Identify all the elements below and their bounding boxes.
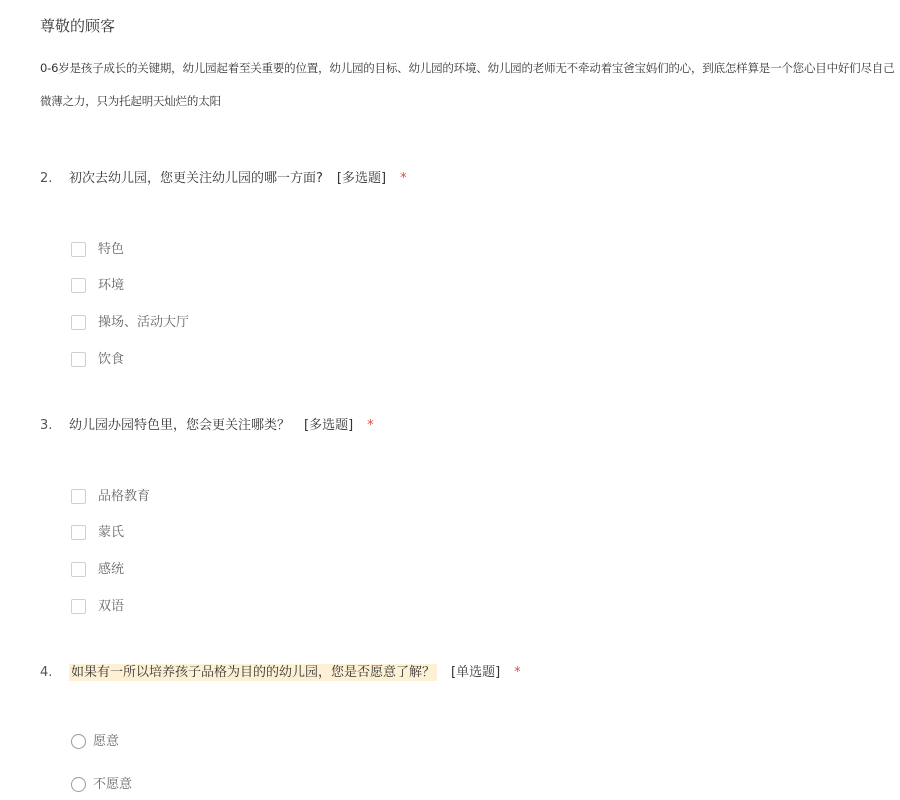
question-text — [69, 168, 407, 190]
question-type-label: [单选题] — [451, 665, 501, 680]
checkbox-icon[interactable] — [71, 278, 86, 293]
question-number: 3. — [40, 418, 53, 433]
checkbox-icon[interactable] — [71, 489, 86, 504]
option-label: 操场、活动大厅 — [98, 315, 190, 330]
question-type-label: [多选题] — [336, 171, 387, 186]
option-label: 饮食 — [98, 352, 125, 367]
checkbox-icon[interactable] — [71, 242, 86, 257]
question-text — [69, 662, 521, 684]
radio-icon[interactable] — [71, 777, 86, 792]
option-label: 品格教育 — [98, 489, 151, 504]
checkbox-icon[interactable] — [71, 599, 86, 614]
question-title: 如果有一所以培养孩子品格为目的的幼儿园，您是否愿意了解？ — [71, 665, 436, 680]
question-text — [69, 415, 374, 437]
option-label: 不愿意 — [93, 777, 133, 792]
question-title: 初次去幼儿园，您更关注幼儿园的哪一方面? — [69, 171, 323, 186]
required-marker: * — [400, 171, 407, 186]
radio-icon[interactable] — [71, 734, 86, 749]
checkbox-icon[interactable] — [71, 352, 86, 367]
option-label: 特色 — [98, 242, 125, 257]
question-number: 4. — [40, 665, 53, 680]
required-marker: * — [367, 418, 374, 433]
option-label: 感统 — [98, 562, 125, 577]
option-label: 双语 — [98, 599, 125, 614]
required-marker: * — [514, 665, 521, 680]
question-type-label: [多选题] — [304, 418, 354, 433]
question-number: 2. — [40, 171, 53, 186]
checkbox-icon[interactable] — [71, 525, 86, 540]
question-title: 幼儿园办园特色里，您会更关注哪类？ — [69, 418, 291, 433]
option-label: 愿意 — [93, 734, 120, 749]
checkbox-icon[interactable] — [71, 315, 86, 330]
checkbox-icon[interactable] — [71, 562, 86, 577]
survey-intro-title: 尊敬的顾客 — [40, 17, 116, 35]
option-label: 环境 — [98, 278, 125, 293]
option-label: 蒙氏 — [98, 525, 125, 540]
survey-intro-text: 0-6岁是孩子成长的关键期，幼儿园起着至关重要的位置，幼儿园的目标、幼儿园的环境、幼儿园的老师无不牵动着宝爸宝妈们的心，到底怎样算是一个您心目中好们尽自己微薄之力，只为托起明天灿烂的太阳 — [40, 61, 895, 108]
